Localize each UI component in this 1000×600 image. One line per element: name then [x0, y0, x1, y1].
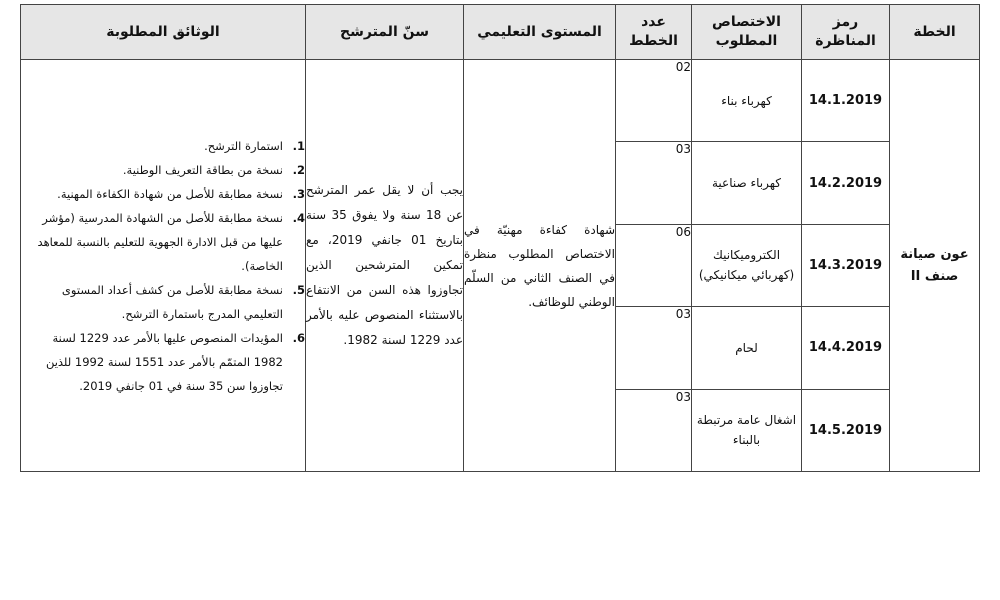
header-candidate-age: سنّ المترشح — [306, 5, 464, 60]
competition-code: 14.3.2019 — [802, 224, 890, 306]
document-item — [21, 206, 305, 278]
header-specialty: الاختصاص المطلوب — [692, 5, 802, 60]
document-item — [21, 326, 305, 398]
document-text: المؤيدات المنصوص عليها بالأمر عدد 1229 لسنة 1982 المتمّم بالأمر عدد 1551 لسنة 1992 للذين تجاوزوا سن 35 سنة في 01 جانفي 2019. — [45, 330, 283, 393]
plan-count: 03 — [616, 389, 692, 471]
document-number: 1. — [292, 138, 305, 153]
recruitment-table — [20, 4, 980, 472]
plan-count: 06 — [616, 224, 692, 306]
specialty: كهرباء بناء — [692, 60, 802, 142]
document-number: 2. — [292, 162, 305, 177]
header-plan: الخطة — [890, 5, 980, 60]
document-text: نسخة من بطاقة التعريف الوطنية. — [122, 162, 283, 177]
candidate-age-text: يجب أن لا يقل عمر المترشح عن 18 سنة ولا يفوق 35 سنة بتاريخ 01 جانفي 2019، مع تمكين المترشحين الذين تجاوزوا هذه السن من الانتفاع بالاستثناء المنصوص عليه بالأمر عدد 1229 لسنة 1982. — [306, 60, 464, 472]
table-row — [21, 60, 980, 142]
competition-code: 14.4.2019 — [802, 307, 890, 389]
plan-name: عون صيانة صنف II — [890, 60, 980, 472]
document-item — [21, 134, 305, 158]
specialty: الكتروميكانيك (كهربائي ميكانيكي) — [692, 224, 802, 306]
header-row — [21, 5, 980, 60]
document-text: نسخة مطابقة للأصل من كشف أعداد المستوى التعليمي المدرج باستمارة الترشح. — [61, 282, 283, 321]
document-text: نسخة مطابقة للأصل من الشهادة المدرسية (مؤشر عليها من قبل الادارة الجهوية للتعليم بالنسبة للمعاهد الخاصة). — [37, 210, 283, 273]
education-level-text: شهادة كفاءة مهنيّة في الاختصاص المطلوب منظرة في الصنف الثاني من السلّم الوطني للوظائف. — [464, 60, 616, 472]
specialty: كهرباء صناعية — [692, 142, 802, 224]
plan-count: 03 — [616, 142, 692, 224]
document-number: 6. — [292, 330, 305, 345]
required-documents-cell — [21, 60, 306, 472]
header-plan-count: عدد الخطط — [616, 5, 692, 60]
document-text: استمارة الترشح. — [204, 138, 283, 153]
specialty: لحام — [692, 307, 802, 389]
document-item — [21, 158, 305, 182]
specialty: اشغال عامة مرتبطة بالبناء — [692, 389, 802, 471]
plan-count: 03 — [616, 307, 692, 389]
document-number: 5. — [292, 282, 305, 297]
competition-code: 14.2.2019 — [802, 142, 890, 224]
document-number: 3. — [292, 186, 305, 201]
document-number: 4. — [292, 210, 305, 225]
competition-code: 14.1.2019 — [802, 60, 890, 142]
competition-code: 14.5.2019 — [802, 389, 890, 471]
document-text: نسخة مطابقة للأصل من شهادة الكفاءة المهنية. — [57, 186, 283, 201]
document-item — [21, 182, 305, 206]
header-competition-code: رمز المناظرة — [802, 5, 890, 60]
documents-list — [21, 134, 305, 398]
header-required-documents: الوثائق المطلوبة — [21, 5, 306, 60]
header-education-level: المستوى التعليمي — [464, 5, 616, 60]
plan-count: 02 — [616, 60, 692, 142]
document-item — [21, 278, 305, 326]
